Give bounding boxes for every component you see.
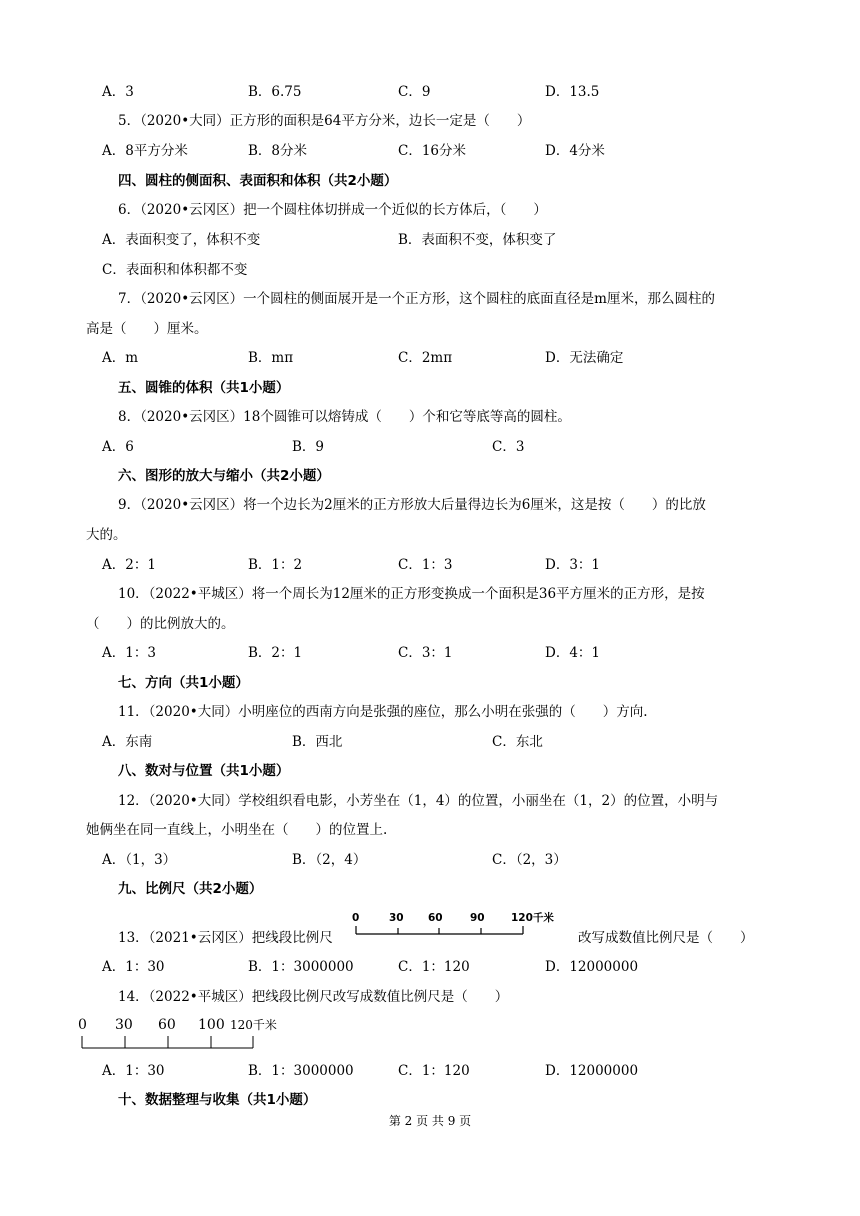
q5-option-d: D．4分米 (545, 143, 605, 159)
q13-question-after: 改写成数值比例尺是（ ） (578, 930, 754, 946)
q12-question-line2: 她俩坐在同一直线上，小明坐在（ ）的位置上. (86, 822, 388, 838)
q4-option-d: D．13.5 (545, 84, 600, 100)
section-heading-7: 七、方向（共1小题） (118, 675, 249, 691)
q13-scale-label-0: 0 (352, 912, 360, 924)
q9-question-line2: 大的。 (86, 527, 127, 543)
q10-option-d: D．4：1 (545, 645, 601, 661)
q9-option-d: D．3：1 (545, 557, 601, 573)
q5-question: 5．（2020•大同）正方形的面积是64平方分米，边长一定是（ ） (118, 113, 531, 129)
q7-option-c: C．2mπ (398, 350, 453, 366)
section-heading-6: 六、图形的放大与缩小（共2小题） (118, 468, 330, 484)
q10-question-line1: 10．（2022•平城区）将一个周长为12厘米的正方形变换成一个面积是36平方厘米的正方形，是按 (118, 586, 705, 602)
q4-option-a: A．3 (102, 84, 134, 100)
q6-question: 6．（2020•云冈区）把一个圆柱体切拼成一个近似的长方体后，（ ） (118, 202, 547, 218)
q11-option-b: B．西北 (292, 734, 343, 750)
q5-option-c: C．16分米 (398, 143, 467, 159)
q12-option-b: B．（2，4） (292, 852, 367, 868)
q14-option-a: A．1：30 (102, 1063, 165, 1079)
q8-option-a: A．6 (102, 439, 134, 455)
q13-option-b: B．1：3000000 (248, 959, 354, 975)
q14-scale-label-30: 30 (115, 1017, 133, 1033)
q13-option-a: A．1：30 (102, 959, 165, 975)
q13-scale-label-30: 30 (389, 912, 404, 924)
q14-scale-label-120: 120千米 (230, 1018, 277, 1032)
q8-question: 8．（2020•云冈区）18个圆锥可以熔铸成（ ）个和它等底等高的圆柱。 (118, 409, 571, 425)
q4-option-c: C．9 (398, 84, 431, 100)
q9-option-c: C．1：3 (398, 557, 453, 573)
q13-question-before: 13．（2021•云冈区）把线段比例尺 (118, 930, 333, 946)
q8-option-b: B．9 (292, 439, 325, 455)
section-heading-4: 四、圆柱的侧面积、表面积和体积（共2小题） (118, 173, 398, 189)
q13-option-c: C．1：120 (398, 959, 470, 975)
q13-scale-label-90: 90 (470, 912, 485, 924)
q9-option-a: A．2：1 (102, 557, 156, 573)
q7-question-line2: 高是（ ）厘米。 (86, 321, 208, 337)
q10-option-a: A．1：3 (102, 645, 156, 661)
q10-option-b: B．2：1 (248, 645, 303, 661)
q9-question-line1: 9．（2020•云冈区）将一个边长为2厘米的正方形放大后量得边长为6厘米，这是按（ ）的比放 (118, 497, 706, 513)
q14-scale-bar (78, 1014, 298, 1054)
q12-question-line1: 12．（2020•大同）学校组织看电影，小芳坐在（1，4）的位置，小丽坐在（1，2）的位置，小明与 (118, 793, 719, 809)
q6-option-a: A．表面积变了，体积不变 (102, 232, 261, 248)
q14-question: 14．（2022•平城区）把线段比例尺改写成数值比例尺是（ ） (118, 989, 509, 1005)
q7-option-d: D．无法确定 (545, 350, 624, 366)
section-heading-10: 十、数据整理与收集（共1小题） (118, 1092, 317, 1108)
q13-scale-label-120: 120千米 (511, 912, 554, 924)
q14-scale-label-60: 60 (158, 1017, 176, 1033)
page-footer: 第 2 页 共 9 页 (388, 1114, 472, 1128)
q7-option-a: A．m (102, 350, 139, 366)
q7-question-line1: 7．（2020•云冈区）一个圆柱的侧面展开是一个正方形，这个圆柱的底面直径是m厘米，那么圆柱的 (118, 291, 715, 307)
q11-option-a: A．东南 (102, 734, 153, 750)
q5-option-a: A．8平方分米 (102, 143, 188, 159)
q11-option-c: C．东北 (492, 734, 543, 750)
q6-option-b: B．表面积不变，体积变了 (398, 232, 557, 248)
q12-option-c: C．（2，3） (492, 852, 567, 868)
q12-option-a: A．（1，3） (102, 852, 177, 868)
q13-option-d: D．12000000 (545, 959, 639, 975)
q14-scale-label-0: 0 (78, 1017, 87, 1033)
q14-option-c: C．1：120 (398, 1063, 470, 1079)
q7-option-b: B．mπ (248, 350, 294, 366)
q6-option-c: C．表面积和体积都不变 (102, 262, 248, 278)
q13-scale-label-60: 60 (428, 912, 443, 924)
section-heading-8: 八、数对与位置（共1小题） (118, 763, 290, 779)
q14-scale-label-100: 100 (198, 1017, 225, 1033)
q8-option-c: C．3 (492, 439, 525, 455)
q11-question: 11．（2020•大同）小明座位的西南方向是张强的座位，那么小明在张强的（ ）方向. (118, 704, 648, 720)
q14-option-d: D．12000000 (545, 1063, 639, 1079)
q9-option-b: B．1：2 (248, 557, 303, 573)
q4-option-b: B．6.75 (248, 84, 302, 100)
q10-question-line2: （ ）的比例放大的。 (86, 616, 235, 632)
section-heading-5: 五、圆锥的体积（共1小题） (118, 380, 290, 396)
q10-option-c: C．3：1 (398, 645, 453, 661)
section-heading-9: 九、比例尺（共2小题） (118, 881, 263, 897)
q14-option-b: B．1：3000000 (248, 1063, 354, 1079)
q13-scale-bar (352, 910, 612, 940)
q5-option-b: B．8分米 (248, 143, 308, 159)
